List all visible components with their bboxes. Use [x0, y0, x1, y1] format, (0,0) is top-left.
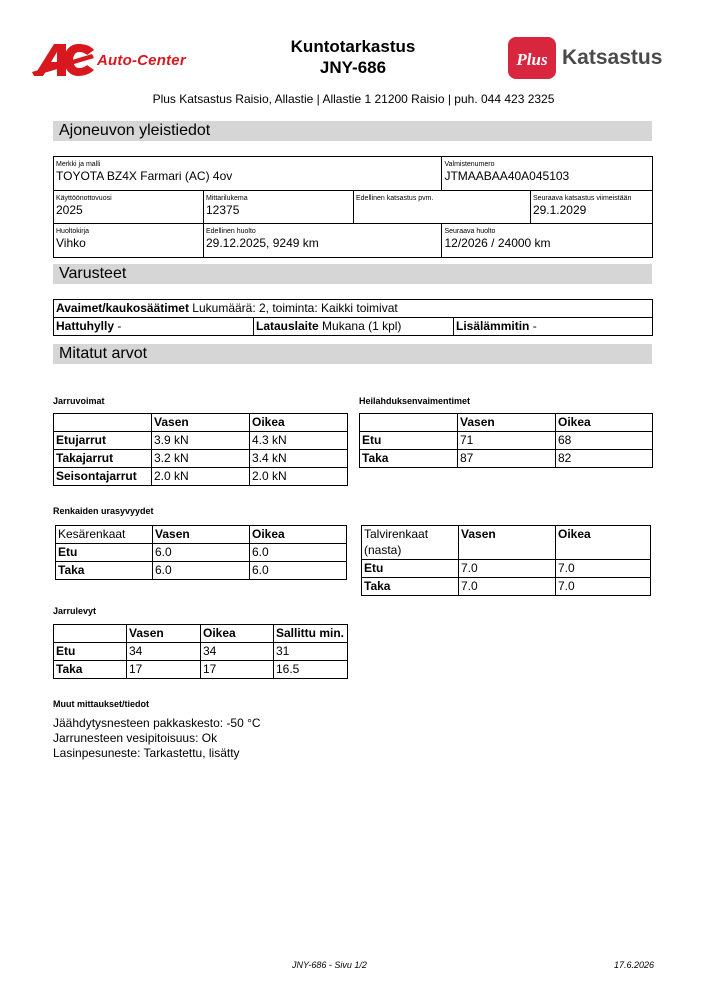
winter-tires-table: Talvirenkaat (nasta) Vasen Oikea Etu 7.0 7.0 Taka 7.0 7.0 — [361, 525, 651, 596]
title-line-2: JNY-686 — [319, 58, 387, 77]
plus-katsastus-logo — [507, 36, 557, 80]
previous-inspection-cell: Edellinen katsastus pvm. — [354, 191, 531, 224]
table-row: Etu 34 34 31 — [54, 643, 348, 661]
footer-page-number: JNY-686 - Sivu 1/2 — [292, 960, 367, 970]
station-address: Plus Katsastus Raisio, Allastie | Allastie 1 21200 Raisio | puh. 044 423 2325 — [152, 92, 555, 106]
list-item: Lasinpesuneste: Tarkastettu, lisätty — [53, 746, 240, 760]
tires-title: Renkaiden urasyvyydet — [53, 506, 154, 516]
table-row: Etujarrut 3.9 kN 4.3 kN — [54, 432, 348, 450]
discs-table: Vasen Oikea Sallittu min. Etu 34 34 31 Taka 17 17 16.5 — [53, 624, 348, 679]
table-row: Taka 17 17 16.5 — [54, 661, 348, 679]
heater-cell: Lisälämmitin - — [454, 318, 653, 336]
table-row: Etu 7.0 7.0 — [362, 560, 651, 578]
table-row: Taka 6.0 6.0 — [56, 562, 347, 580]
section-general-title: Ajoneuvon yleistiedot — [53, 121, 652, 141]
charger-cell: Latauslaite Mukana (1 kpl) — [254, 318, 454, 336]
vehicle-info-table — [53, 156, 653, 258]
vin-value: JTMAABAA40A045103 — [444, 169, 570, 183]
summer-tires-table: Kesärenkaat Vasen Oikea Etu 6.0 6.0 Taka 6.0 6.0 — [55, 525, 347, 580]
brakes-table: Vasen Oikea Etujarrut 3.9 kN 4.3 kN Takajarrut 3.2 kN 3.4 kN Seisontajarrut 2.0 kN 2.0 kN — [53, 413, 348, 486]
other-measurements — [53, 716, 261, 761]
list-item: Jarrunesteen vesipitoisuus: Ok — [53, 731, 218, 745]
equipment-table — [53, 299, 653, 336]
other-title: Muut mittaukset/tiedot — [53, 699, 149, 709]
discs-title: Jarrulevyt — [53, 606, 97, 616]
title-line-1: Kuntotarkastus — [290, 37, 416, 56]
katsastus-wordmark: Katsastus — [562, 46, 663, 69]
table-row: Etu 6.0 6.0 — [56, 544, 347, 562]
table-row: Seisontajarrut 2.0 kN 2.0 kN — [54, 468, 348, 486]
brakes-title: Jarruvoimat — [53, 396, 105, 406]
table-row: Etu 71 68 — [360, 432, 653, 450]
next-service-cell: Seuraava huolto 12/2026 / 24000 km — [442, 224, 653, 258]
previous-service-cell: Edellinen huolto 29.12.2025, 9249 km — [204, 224, 442, 258]
hat-shelf-cell: Hattuhylly - — [54, 318, 254, 336]
vin-cell: Valmistenumero JTMAABAA40A045103 — [442, 157, 653, 191]
keys-cell: Avaimet/kaukosäätimet Lukumäärä: 2, toiminta: Kaikki toimivat — [54, 300, 653, 318]
table-row: Taka 7.0 7.0 — [362, 578, 651, 596]
make-model-value: TOYOTA BZ4X Farmari (AC) 4ov — [56, 169, 233, 183]
first-registration-cell: Käyttöönottovuosi 2025 — [54, 191, 204, 224]
odometer-cell: Mittarilukema 12375 — [204, 191, 354, 224]
auto-center-wordmark: Auto-Center — [97, 52, 186, 69]
document-title — [253, 36, 453, 78]
section-measured-title: Mitatut arvot — [53, 344, 652, 364]
next-inspection-cell: Seuraava katsastus viimeistään 29.1.2029 — [530, 191, 652, 224]
footer-date: 17.6.2026 — [614, 960, 655, 970]
table-row: Taka 87 82 — [360, 450, 653, 468]
section-equipment-title: Varusteet — [53, 264, 652, 284]
table-row: Takajarrut 3.2 kN 3.4 kN — [54, 450, 348, 468]
plus-mark-text: Plus — [516, 50, 548, 69]
list-item: Jäähdytysnesteen pakkaskesto: -50 °C — [53, 716, 261, 730]
shocks-table: Vasen Oikea Etu 71 68 Taka 87 82 — [359, 413, 653, 468]
make-model-cell: Merkki ja malli TOYOTA BZ4X Farmari (AC) 4ov — [54, 157, 442, 191]
service-book-cell: Huoltokirja Vihko — [54, 224, 204, 258]
shocks-title: Heilahduksenvaimentimet — [359, 396, 471, 406]
